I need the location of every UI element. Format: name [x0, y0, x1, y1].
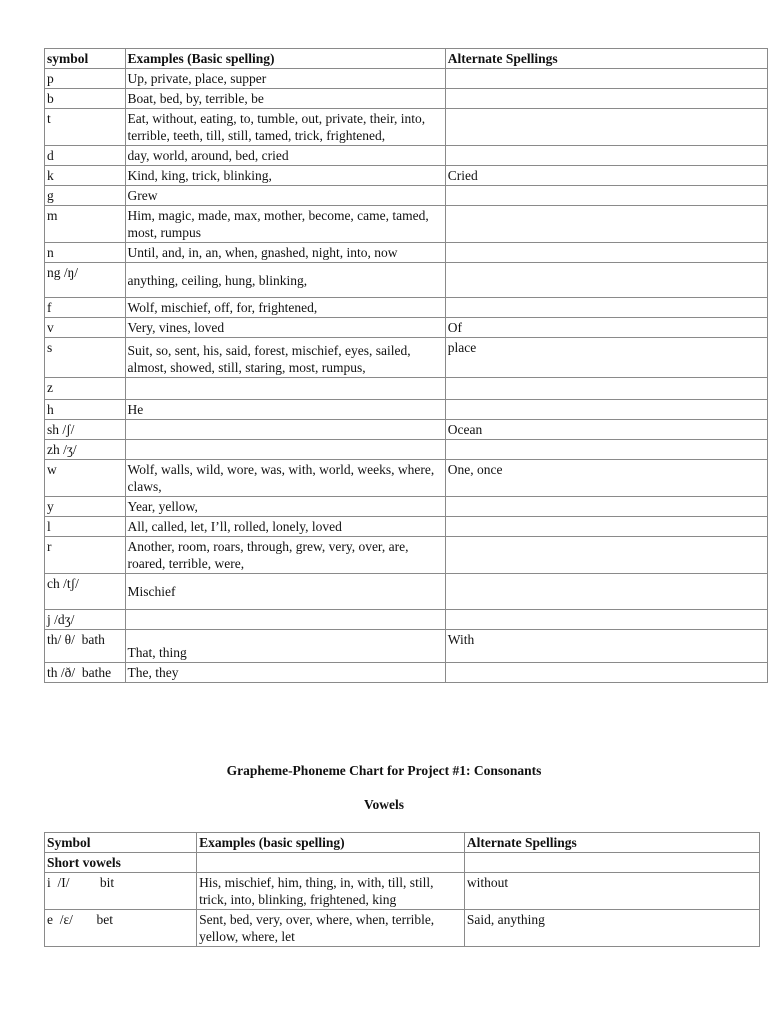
alternate-cell: Cried	[445, 166, 767, 186]
examples-cell: He	[125, 400, 445, 420]
alternate-cell	[445, 109, 767, 146]
alternate-cell	[445, 89, 767, 109]
table-row	[45, 206, 768, 243]
alternate-cell	[445, 497, 767, 517]
symbol-cell: z	[45, 378, 126, 400]
examples-cell	[197, 853, 465, 873]
examples-cell	[125, 420, 445, 440]
table-row	[45, 537, 768, 574]
examples-cell: Kind, king, trick, blinking,	[125, 166, 445, 186]
examples-cell: That, thing	[125, 630, 445, 663]
consonants-table	[44, 48, 768, 683]
symbol-cell: t	[45, 109, 126, 146]
symbol-cell: n	[45, 243, 126, 263]
symbol-cell: b	[45, 89, 126, 109]
table-row	[45, 69, 768, 89]
alternate-cell: Ocean	[445, 420, 767, 440]
alternate-cell	[445, 400, 767, 420]
symbol-cell: l	[45, 517, 126, 537]
header-alternate: Alternate Spellings	[445, 49, 767, 69]
header-symbol: symbol	[45, 49, 126, 69]
table-row	[45, 610, 768, 630]
table-row	[45, 338, 768, 378]
examples-cell: Year, yellow,	[125, 497, 445, 517]
alternate-cell	[445, 517, 767, 537]
table-row	[45, 186, 768, 206]
table-row	[45, 166, 768, 186]
examples-cell: Sent, bed, very, over, where, when, terrible, yellow, where, let	[197, 910, 465, 947]
table-row	[45, 243, 768, 263]
table-row	[45, 574, 768, 610]
alternate-cell: Of	[445, 318, 767, 338]
alternate-cell	[445, 378, 767, 400]
alternate-cell	[445, 537, 767, 574]
examples-cell: Wolf, mischief, off, for, frightened,	[125, 298, 445, 318]
alternate-cell	[445, 206, 767, 243]
alternate-cell	[445, 69, 767, 89]
examples-cell: day, world, around, bed, cried	[125, 146, 445, 166]
alternate-cell: With	[445, 630, 767, 663]
section-row	[45, 853, 760, 873]
symbol-cell: v	[45, 318, 126, 338]
table-row	[45, 146, 768, 166]
symbol-cell: g	[45, 186, 126, 206]
table-row	[45, 109, 768, 146]
examples-cell: Eat, without, eating, to, tumble, out, private, their, into, terrible, teeth, till, still, tamed, trick, frightened,	[125, 109, 445, 146]
symbol-cell: h	[45, 400, 126, 420]
examples-cell: Another, room, roars, through, grew, very, over, are, roared, terrible, were,	[125, 537, 445, 574]
symbol-cell: m	[45, 206, 126, 243]
examples-cell: Suit, so, sent, his, said, forest, mischief, eyes, sailed, almost, showed, still, staring, most, rumpus,	[125, 338, 445, 378]
header-symbol: Symbol	[45, 833, 197, 853]
table-row	[45, 663, 768, 683]
alternate-cell	[464, 853, 759, 873]
table-row	[45, 873, 760, 910]
examples-cell: anything, ceiling, hung, blinking,	[125, 263, 445, 298]
table-row	[45, 89, 768, 109]
alternate-cell	[445, 663, 767, 683]
table-row	[45, 517, 768, 537]
alternate-cell	[445, 440, 767, 460]
symbol-cell: y	[45, 497, 126, 517]
section-label: Short vowels	[45, 853, 197, 873]
table-header-row	[45, 833, 760, 853]
table-row	[45, 318, 768, 338]
examples-cell: Until, and, in, an, when, gnashed, night, into, now	[125, 243, 445, 263]
examples-cell: The, they	[125, 663, 445, 683]
alternate-cell	[445, 146, 767, 166]
examples-cell	[125, 440, 445, 460]
examples-cell: Boat, bed, by, terrible, be	[125, 89, 445, 109]
examples-cell: All, called, let, I’ll, rolled, lonely, loved	[125, 517, 445, 537]
alternate-cell	[445, 610, 767, 630]
header-examples: Examples (basic spelling)	[197, 833, 465, 853]
table-row	[45, 263, 768, 298]
symbol-cell: ch /tʃ/	[45, 574, 126, 610]
examples-cell: Very, vines, loved	[125, 318, 445, 338]
alternate-cell: place	[445, 338, 767, 378]
symbol-cell: th/ θ/ bath	[45, 630, 126, 663]
alternate-cell	[445, 243, 767, 263]
symbol-cell: k	[45, 166, 126, 186]
alternate-cell: One, once	[445, 460, 767, 497]
symbol-cell: d	[45, 146, 126, 166]
symbol-cell: s	[45, 338, 126, 378]
examples-cell	[125, 610, 445, 630]
table-row	[45, 910, 760, 947]
symbol-cell: ng /ŋ/	[45, 263, 126, 298]
symbol-cell: w	[45, 460, 126, 497]
symbol-cell: f	[45, 298, 126, 318]
table-caption: Grapheme-Phoneme Chart for Project #1: Consonants	[226, 763, 542, 778]
table-row	[45, 440, 768, 460]
symbol-cell: zh /ʒ/	[45, 440, 126, 460]
alternate-cell	[445, 298, 767, 318]
alternate-cell	[445, 263, 767, 298]
alternate-cell	[445, 574, 767, 610]
alternate-cell: Said, anything	[464, 910, 759, 947]
examples-cell: Grew	[125, 186, 445, 206]
table-row	[45, 298, 768, 318]
examples-cell: Him, magic, made, max, mother, become, came, tamed, most, rumpus	[125, 206, 445, 243]
header-examples: Examples (Basic spelling)	[125, 49, 445, 69]
examples-cell: Mischief	[125, 574, 445, 610]
examples-cell: His, mischief, him, thing, in, with, till, still, trick, into, blinking, frightened, king	[197, 873, 465, 910]
table-row	[45, 630, 768, 663]
table-header-row	[45, 49, 768, 69]
examples-cell: Wolf, walls, wild, wore, was, with, world, weeks, where, claws,	[125, 460, 445, 497]
header-alternate: Alternate Spellings	[464, 833, 759, 853]
symbol-cell: e /ɛ/ bet	[45, 910, 197, 947]
alternate-cell: without	[464, 873, 759, 910]
symbol-cell: j /dʒ/	[45, 610, 126, 630]
symbol-cell: p	[45, 69, 126, 89]
table-row	[45, 460, 768, 497]
vowels-heading: Vowels	[363, 797, 404, 812]
table-row	[45, 400, 768, 420]
vowels-table	[44, 832, 760, 947]
table-row	[45, 378, 768, 400]
symbol-cell: th /ð/ bathe	[45, 663, 126, 683]
table-row	[45, 497, 768, 517]
table-row	[45, 420, 768, 440]
symbol-cell: r	[45, 537, 126, 574]
examples-cell	[125, 378, 445, 400]
examples-cell: Up, private, place, supper	[125, 69, 445, 89]
alternate-cell	[445, 186, 767, 206]
symbol-cell: sh /ʃ/	[45, 420, 126, 440]
symbol-cell: i /I/ bit	[45, 873, 197, 910]
